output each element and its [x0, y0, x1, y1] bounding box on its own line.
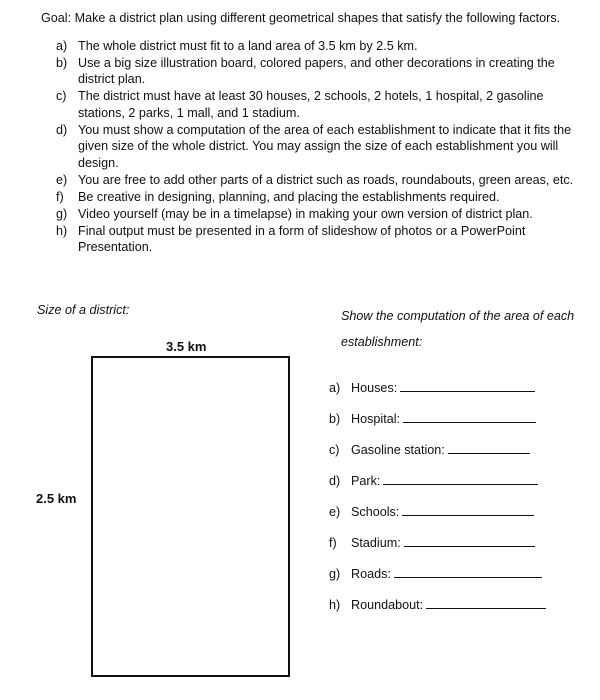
requirement-marker: g) [56, 206, 68, 221]
requirement-marker: e) [56, 172, 68, 187]
establishment-marker: c) [329, 443, 340, 457]
requirement-marker: c) [56, 89, 67, 104]
answer-blank[interactable] [394, 566, 542, 578]
answer-blank[interactable] [402, 504, 534, 516]
establishment-label: Schools: [351, 505, 400, 519]
establishment-item [329, 535, 546, 566]
establishment-item [329, 442, 546, 473]
requirement-item [56, 172, 586, 188]
requirement-item [56, 88, 586, 121]
establishment-item [329, 473, 546, 504]
answer-blank[interactable] [404, 535, 535, 547]
establishment-list [329, 380, 546, 628]
requirement-text: Use a big size illustration board, colored papers, and other decorations in creating the district plan. [78, 56, 555, 87]
establishment-item [329, 597, 546, 628]
answer-blank[interactable] [383, 473, 538, 485]
requirement-item [56, 189, 586, 205]
establishment-item [329, 411, 546, 442]
establishment-marker: h) [329, 598, 341, 612]
establishment-label: Roads: [351, 567, 391, 581]
establishment-item [329, 504, 546, 535]
establishment-marker: g) [329, 567, 341, 581]
answer-blank[interactable] [426, 597, 546, 609]
answer-blank[interactable] [403, 411, 536, 423]
requirement-item [56, 55, 586, 88]
requirement-text: Video yourself (may be in a timelapse) in making your own version of district plan. [78, 206, 533, 221]
requirement-text: The whole district must fit to a land area of 3.5 km by 2.5 km. [78, 39, 418, 53]
district-width-label: 3.5 km [166, 339, 207, 354]
establishment-item [329, 380, 546, 411]
establishment-marker: a) [329, 381, 341, 395]
establishment-marker: d) [329, 474, 341, 488]
establishment-label: Roundabout: [351, 598, 424, 612]
establishment-marker: b) [329, 412, 341, 426]
establishment-label: Stadium: [351, 536, 401, 550]
requirement-marker: h) [56, 223, 68, 238]
answer-blank[interactable] [448, 442, 530, 454]
establishment-marker: e) [329, 505, 341, 519]
requirement-text: You are free to add other parts of a district such as roads, roundabouts, green areas, etc. [78, 172, 574, 187]
requirement-marker: d) [56, 122, 68, 137]
requirement-text: Final output must be presented in a form of slideshow of photos or a PowerPoint Presentation. [78, 223, 526, 255]
answer-blank[interactable] [400, 380, 535, 392]
goal-text: Goal: Make a district plan using different geometrical shapes that satisfy the following factors. [41, 11, 561, 25]
computation-label: Show the computation of the area of each establishment: [341, 309, 575, 349]
requirements-list [56, 38, 586, 256]
establishment-marker: f) [329, 536, 337, 550]
establishment-label: Park: [351, 474, 381, 488]
requirement-item [56, 223, 586, 256]
establishment-item [329, 566, 546, 597]
requirement-text: You must show a computation of the area of each establishment to indicate that it fits the given size of the whole district. You may assign the size of each establishment you will design. [78, 122, 572, 170]
district-size-label: Size of a district: [37, 303, 130, 317]
requirement-marker: a) [56, 39, 68, 53]
requirement-marker: f) [56, 189, 64, 204]
requirement-text: The district must have at least 30 houses, 2 schools, 2 hotels, 1 hospital, 2 gasoline stations, 2 parks, 1 mall, and 1 stadium. [78, 89, 544, 120]
district-height-label: 2.5 km [36, 491, 77, 506]
requirement-item [56, 206, 586, 222]
requirement-marker: b) [56, 56, 68, 70]
district-rectangle [91, 356, 290, 677]
requirement-item [56, 38, 586, 54]
requirement-item [56, 122, 586, 171]
establishment-label: Gasoline station: [351, 443, 445, 457]
establishment-label: Houses: [351, 381, 398, 395]
requirement-text: Be creative in designing, planning, and placing the establishments required. [78, 189, 500, 204]
establishment-label: Hospital: [351, 412, 400, 426]
